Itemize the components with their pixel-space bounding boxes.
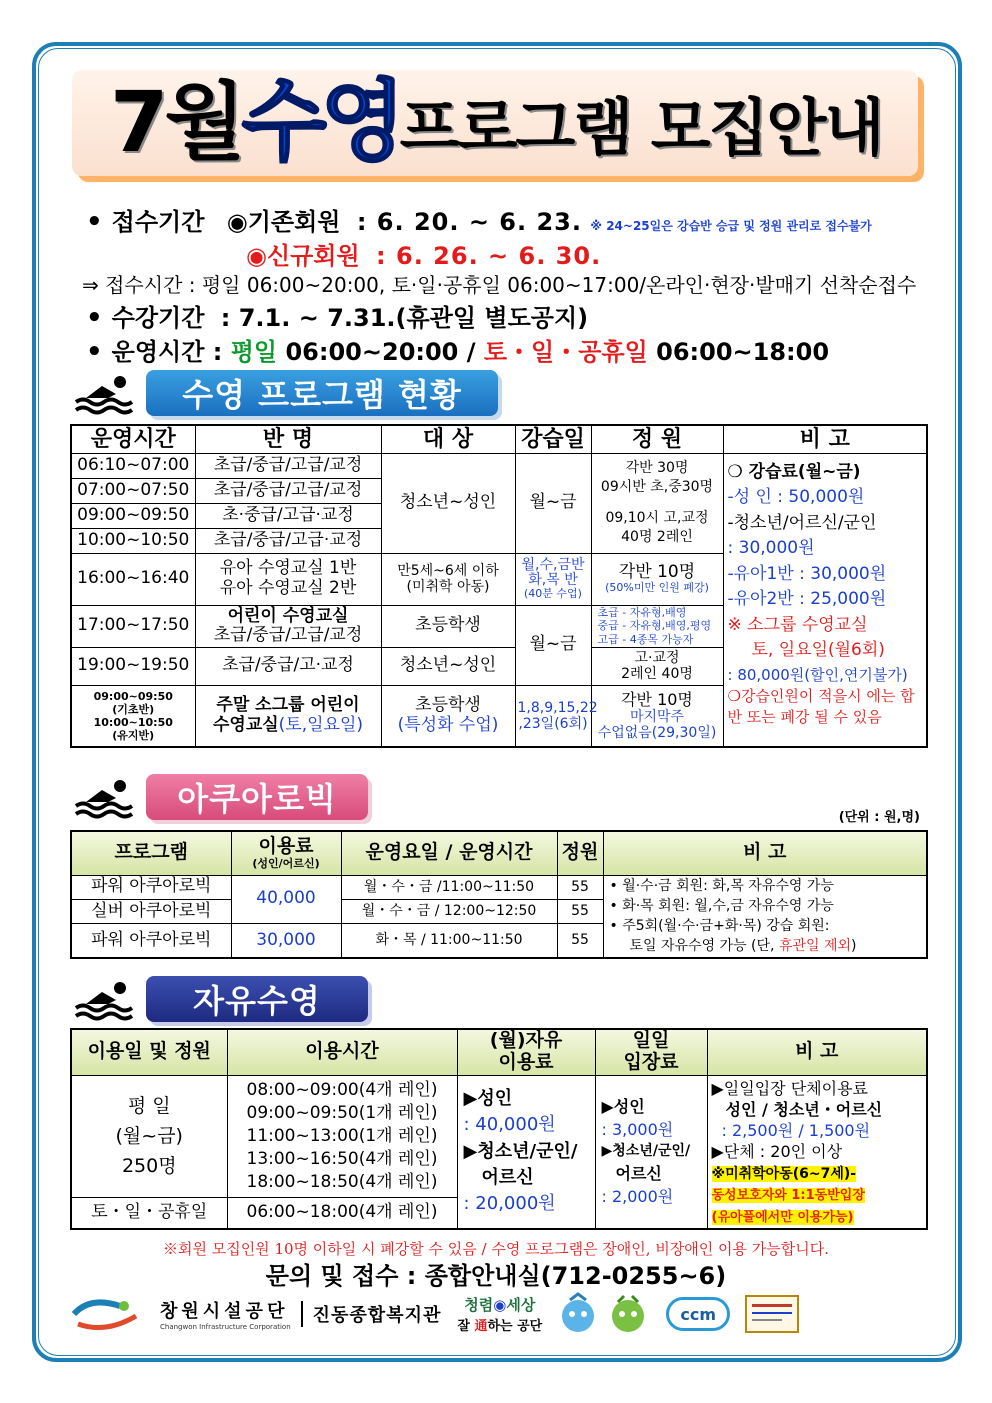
cap-line: 2레인 40명 [621,666,693,683]
title-rest: 프로그램 모집안내 [399,91,883,164]
divider [301,1301,303,1327]
col-header: 비 고 [707,1029,927,1075]
note-line: (유아풀에서만 이용가능) [711,1209,854,1225]
course-period-value: : 7.1. ~ 7.31.(휴관일 별도공지) [220,304,589,332]
class-cell [195,605,381,647]
reception-time: ⇒ 접수시간 : 평일 06:00~20:00, 토·일·공휴일 06:00~17:00/온라인·현장·발매기 선착순접수 [82,273,917,297]
fee-line: 어르신 [481,1166,534,1188]
cap-line: 09,10시 고,교정 [605,510,709,526]
time-line: 09:00~09:50(1개 레인) [246,1102,438,1123]
operating-colon: : [212,338,223,366]
daily-line: ▶성인 [601,1097,645,1117]
weekday-cell [71,1075,227,1198]
operating-weekend-time: 06:00~18:00 [656,338,830,366]
time-line: 08:00~09:00(4개 레인) [246,1079,438,1100]
cap-line: 마지막주 [629,709,685,726]
cap-cell: 55 [557,899,603,923]
class-line: (토,일요일) [278,715,364,735]
group-fee: : 80,000원(할인,연기불가) [727,665,908,684]
operating-weekend: 토・일・공휴일 [483,338,648,366]
col-header: 운영시간 [71,425,195,453]
cap-line: 고·교정 [634,650,680,667]
program-cell: 파워 아쿠아로빅 [71,923,231,957]
cap-line: (50%미만 인원 폐강) [605,581,709,595]
time-line: 18:00~18:50(4개 레인) [246,1171,438,1192]
class-cell: 초급/중급/고·교정 [195,647,381,685]
class-line: 주말 소그룹 어린이 [216,695,360,716]
notes-cell [603,875,927,958]
course-period-label: 수강기간 [111,304,205,332]
swimmer-icon [72,772,134,822]
slogan-block: 청렴◉세상 잘 通하는 공단 [457,1296,543,1334]
fee-adult: -성 인 : 50,000원 [727,487,865,507]
daily-header: 일일 [632,1029,670,1052]
target-line: (미취학 아동) [406,579,490,595]
time-line: 10:00~10:50 [93,716,173,729]
cap-line: 초급 - 자유형,배영 [597,605,687,619]
fee-youth: -청소년/어르신/군인 [727,512,877,533]
note-line: • 주5회(월·수·금+화·목) 강습 회원: [609,918,830,935]
mascot-green-icon [606,1292,650,1336]
schedule-cell: 월・수・금 /11:00~11:50 [341,875,557,899]
target-line: 초등학생 [415,695,481,716]
class-cell [195,553,381,605]
section-free-swim-title: 자유수영 [146,976,368,1022]
col-header: 운영요일 / 운영시간 [341,831,557,875]
free-swim-table [70,1028,928,1230]
cap-cell: 55 [557,875,603,899]
note-line: 성인 / 청소년・어르신 [725,1099,883,1119]
fee-subheader: (성인/어르신) [252,856,320,870]
section-swim-program-title: 수영 프로그램 현황 [146,370,498,416]
unit-label: (단위 : 원,명) [838,810,920,825]
target-cell [381,553,515,605]
class-cell: 초급/중급/고급/교정 [195,453,381,478]
notes-cell [723,453,927,747]
cap-line: 각반 30명 [625,460,689,477]
day-line: ,23일(6회) [518,716,588,732]
cap-line: 09시반 초,중30명 [600,479,714,496]
time-cell: 16:00~16:40 [71,553,195,605]
class-line: 유아 수영교실 2반 [219,578,357,598]
fee-line: ▶성인 [463,1088,513,1110]
slogan-text: 하는 공단 [487,1319,543,1334]
class-line: 초급/중급/고급/교정 [213,625,363,646]
day-cell: 월~금 [515,453,591,553]
mascot-blue-icon [556,1292,600,1336]
time-line: 09:00~09:50 [93,689,173,703]
existing-label: ◉기존회원 [226,208,341,236]
col-header: 프로그램 [71,831,231,875]
monthly-fee-cell [457,1075,595,1229]
col-header: 반 명 [195,425,381,453]
note-line: 휴관일 제외 [778,938,852,955]
course-period-line: • 수강기간 : 7.1. ~ 7.31.(휴관일 별도공지) [86,303,589,333]
swimmer-icon [72,368,134,418]
fee-cell: 30,000 [231,923,341,957]
operating-weekday-time: 06:00~20:00 [285,338,459,366]
daily-line: : 3,000원 [601,1120,674,1140]
cap-line: 고급 - 4종목 가능자 [597,633,694,646]
target-cell: 초등학생 [381,605,515,647]
target-line: 만5세~6세 이하 [397,562,499,579]
note-line: • 월·수·금 회원: 화,목 자유수영 가능 [609,877,834,894]
daily-header: 입장료 [623,1051,679,1074]
daily-line: : 2,000원 [601,1186,674,1206]
program-cell: 파워 아쿠아로빅 [71,875,231,899]
capacity-cell [591,605,723,647]
reception-line: • 접수기간 ◉기존회원 : 6. 20. ~ 6. 23. ※ 24~25일은 강습반 승급 및 정원 관리로 접수불가 [86,207,872,237]
time-cell: 06:10~07:00 [71,453,195,478]
title-swim: 수영 [241,70,400,173]
day-line: 화,목 반 [528,571,578,588]
daily-line: 어르신 [615,1163,662,1183]
fee-cell: 40,000 [231,875,341,923]
fee-youth-amount: : 30,000원 [727,538,815,558]
weekend-time-cell: 06:00~18:00(4개 레인) [227,1198,457,1229]
col-header [595,1029,707,1075]
capacity-cell [591,453,723,553]
new-period: : 6. 26. ~ 6. 30. [376,242,602,270]
col-header: 비 고 [603,831,927,875]
weekday-line: 250명 [121,1155,177,1178]
operating-weekday: 평일 [230,338,278,366]
program-cell: 실버 아쿠아로빅 [71,899,231,923]
cap-line: 각반 10명 [618,561,696,582]
operating-label: 운영시간 [111,338,205,366]
swim-program-table [70,424,928,748]
time-line: 11:00~13:00(1개 레인) [246,1125,438,1146]
note-line: 토일 자유수영 가능 (단, [629,938,775,955]
note-line: ▶단체 : 20인 이상 [711,1141,843,1161]
class-cell: 초급/중급/고급/교정 [195,478,381,503]
col-header: 정 원 [591,425,723,453]
day-line: 월,수,금반 [521,556,585,573]
class-cell [195,685,381,747]
certificate-icon [744,1294,800,1334]
ccm-logo: ccm [666,1297,730,1331]
class-line: 수영교실 [212,715,279,735]
contact-info: 문의 및 접수 : 종합안내실(712-0255~6) [265,1262,727,1290]
cap-line: 수업없음(29,30일) [597,725,717,742]
closing-note: ❍강습인원이 적을시 에는 합반 또는 폐강 될 수 있음 [727,687,915,726]
time-cell: 09:00~09:50 [71,503,195,528]
org1-name: 창원시설공단 [160,1301,289,1322]
cap-line: 40명 2레인 [621,528,693,545]
note-line: 동성보호자와 1:1동반입장 [711,1188,865,1204]
col-header: 강습일 [515,425,591,453]
swimmer-icon [72,974,134,1024]
new-label: ◉신규회원 [246,242,360,270]
daily-fee-cell [595,1075,707,1229]
footer-note: ※회원 모집인원 10명 이하일 시 폐강할 수 있음 / 수영 프로그램은 장애인, 비장애인 이용 가능합니다. [162,1240,830,1258]
fee-line: : 40,000원 [463,1114,556,1136]
time-cell: 17:00~17:50 [71,605,195,647]
col-header: 대 상 [381,425,515,453]
fee-line: ▶청소년/군인/ [463,1140,578,1162]
time-line: (유지반) [112,729,155,743]
fee-header: (월)자유 [489,1029,563,1052]
capacity-cell [591,553,723,605]
group-title: ※ 소그룹 수영교실 [727,614,868,635]
target-cell: 청소년~성인 [381,453,515,553]
weekday-time-cell [227,1075,457,1198]
target-cell: 청소년~성인 [381,647,515,685]
weekday-line: 평 일 [127,1094,171,1117]
col-header [457,1029,595,1075]
weekend-cell: 토・일・공휴일 [71,1198,227,1229]
col-header: 정원 [557,831,603,875]
logo-strip [70,1290,930,1338]
time-cell: 10:00~10:50 [71,528,195,553]
slogan-text: 세상 [506,1296,536,1314]
cap-line: 각반 10명 [621,689,693,709]
org2-name: 진동종합복지관 [312,1305,442,1326]
fee-toddler2: -유아2반 : 25,000원 [727,589,887,609]
capacity-cell [591,685,723,747]
note-line: ) [851,938,857,955]
group-days: 토, 일요일(월6회) [751,640,885,660]
day-cell: 월~금 [515,605,591,685]
schedule-cell: 월・수・금 / 12:00~12:50 [341,899,557,923]
time-cell: 19:00~19:50 [71,647,195,685]
new-member-line [246,236,601,271]
cap-line: 중급 - 자유형,배영,평영 [597,619,712,633]
operating-slash: / [466,338,476,366]
day-cell [515,553,591,605]
fee-title: ❍ 강습료(월~금) [727,461,861,482]
section-aquarobic-header [72,772,368,822]
col-header: 이용일 및 정원 [71,1029,227,1075]
free-swim-notes-cell [707,1075,927,1229]
target-cell [381,685,515,747]
cap-cell: 55 [557,923,603,957]
daily-line: ▶청소년/군인/ [601,1143,691,1160]
title-month: 7월 [110,73,242,171]
gyeongnam-logo-icon [70,1294,142,1334]
day-line: 1,8,9,15,22 [517,699,598,716]
section-free-swim-header [72,974,368,1024]
note-line: : 2,500원 / 1,500원 [721,1120,871,1140]
note-line: • 화·목 회원: 월,수,금 자유수영 가능 [609,897,834,914]
col-header [231,831,341,875]
time-line: (기초반) [112,702,155,716]
org1-english: Changwon Infrastructure Corporation [160,1323,291,1331]
slogan-text: 청렴 [464,1296,494,1314]
operating-line: • 운영시간 : 평일 06:00~20:00 / 토・일・공휴일 06:00~18:00 [86,337,830,367]
existing-period: : 6. 20. ~ 6. 23. [356,208,582,236]
fee-line: : 20,000원 [463,1192,556,1214]
section-aquarobic-title: 아쿠아로빅 [146,774,368,820]
reception-label: 접수기간 [111,208,205,236]
class-line: 유아 수영교실 1반 [219,558,357,579]
day-cell [515,685,598,747]
col-header: 이용시간 [227,1029,457,1075]
capacity-cell [591,647,723,685]
time-line: 13:00~16:50(4개 레인) [246,1148,438,1169]
aquarobic-table [70,830,928,959]
time-cell: 07:00~07:50 [71,478,195,503]
target-line: (특성화 수업) [397,715,499,735]
class-cell: 초급/중급/고급·교정 [195,528,381,553]
class-cell: 초·중급/고급·교정 [195,503,381,528]
existing-note: ※ 24~25일은 강습반 승급 및 정원 관리로 접수불가 [590,219,872,233]
time-cell [71,685,195,747]
class-line: 어린이 수영교실 [227,605,349,626]
fee-toddler1: -유아1반 : 30,000원 [727,563,887,584]
fee-header: 이용료 [258,835,314,857]
slogan-text: 通 [474,1319,488,1334]
col-header: 비 고 [723,425,927,453]
org1-block [160,1297,291,1331]
fee-header: 이용료 [498,1051,554,1074]
slogan-text: 잘 [457,1319,475,1334]
note-line: ※미취학아동(6~7세)- [711,1165,857,1182]
page-title [110,72,882,172]
section-swim-program-header [72,368,498,418]
day-line: (40분 수업) [524,587,582,601]
note-line: ▶일일입장 단체이용료 [711,1078,868,1098]
schedule-cell: 화・목 / 11:00~11:50 [341,923,557,957]
weekday-line: (월~금) [115,1125,183,1148]
